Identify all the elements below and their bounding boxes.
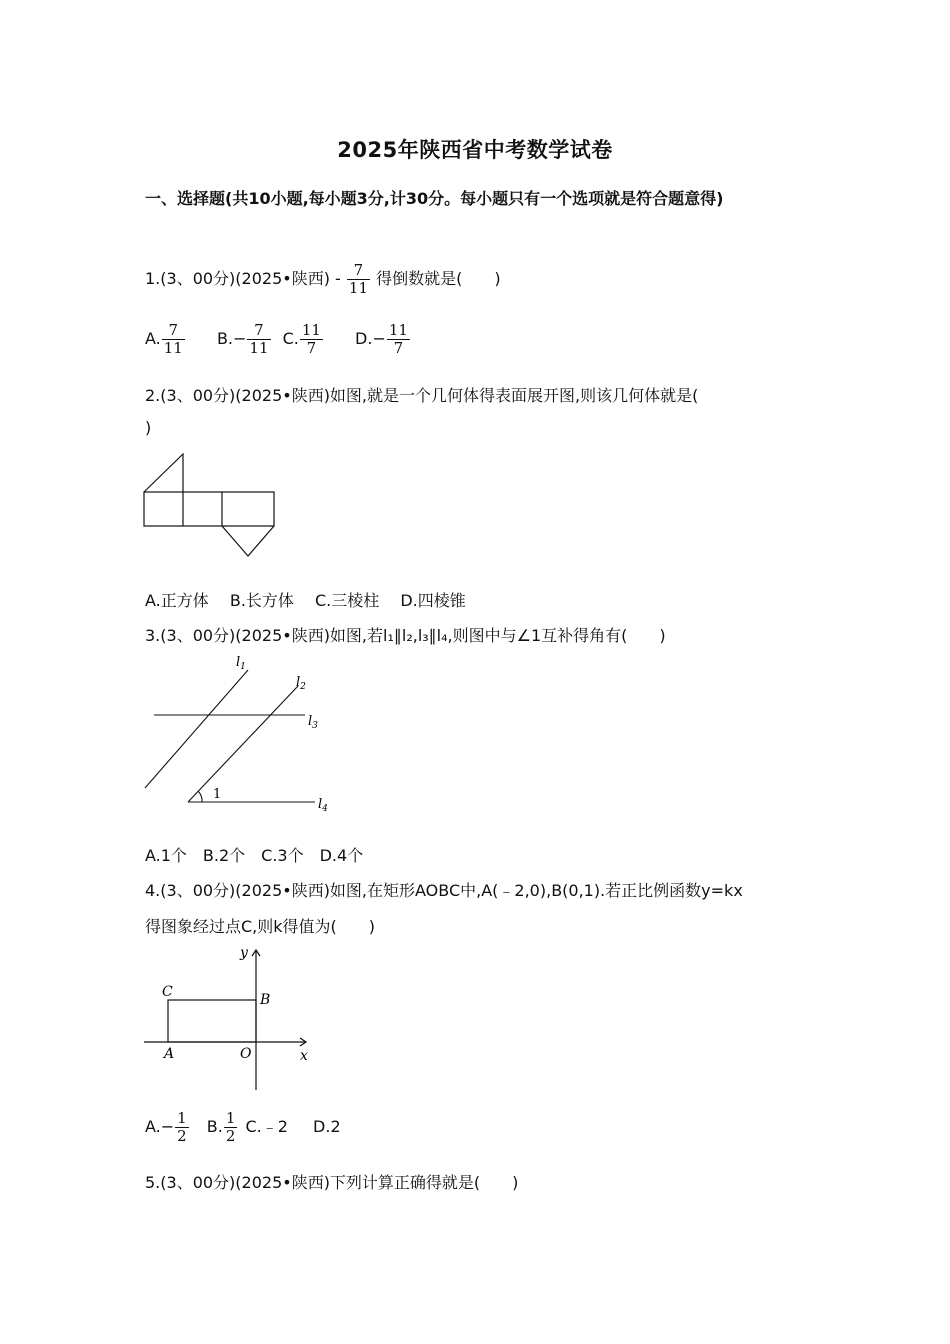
line-l2 — [188, 686, 298, 802]
label-angle-1: 1 — [213, 787, 222, 802]
q1-option-b: B.− $\frac{7}{11}$ — [216, 321, 269, 357]
section-heading: 一、选择题(共10小题,每小题3分,计30分。每小题只有一个选项就是符合题意得) — [145, 189, 724, 208]
label-y: y — [240, 945, 248, 961]
q4-option-a: A.− $\frac{1}{2}$ — [145, 1109, 187, 1145]
label-l3: $l_3$ — [308, 714, 318, 731]
label-l4: $l_4$ — [318, 797, 328, 814]
q1-neg-sign: - — [335, 269, 341, 288]
q4-options — [145, 1110, 341, 1145]
label-c: C — [162, 984, 173, 1000]
q1-fraction — [347, 262, 370, 297]
question-2-line-2: ) — [145, 418, 152, 437]
q4-option-d: D.2 — [313, 1117, 341, 1136]
q1-option-a: A. $\frac{7}{11}$ — [145, 321, 183, 357]
q1-frac-den: 11 — [348, 279, 368, 297]
label-l2: $l_2$ — [296, 675, 306, 692]
page-title: 2025年陕西省中考数学试卷 — [337, 138, 613, 162]
q4-option-c: C.﹣2 — [245, 1117, 288, 1136]
q3-options: A.1个 B.2个 C.3个 D.4个 — [145, 846, 364, 865]
q1-option-d: D.− $\frac{11}{7}$ — [355, 321, 408, 357]
rectangle-aobc — [168, 1000, 256, 1042]
question-4-line-2: 得图象经过点C,则k得值为( ) — [145, 917, 376, 936]
net-rectangles — [144, 492, 274, 526]
question-4-line-1: 4.(3、00分)(2025•陕西)如图,在矩形AOBC中,A(﹣2,0),B(0,1).若正比例函数y=kx — [145, 881, 743, 900]
q2-net-figure — [140, 448, 280, 563]
question-2-line-1: 2.(3、00分)(2025•陕西)如图,就是一个几何体得表面展开图,则该几何体就是( — [145, 386, 699, 405]
q1-suffix: 得倒数就是( ) — [376, 269, 501, 288]
q1-frac-num: 7 — [353, 261, 364, 279]
label-a: A — [164, 1046, 175, 1062]
label-x: x — [300, 1048, 308, 1064]
label-o: O — [240, 1046, 252, 1062]
angle-1-arc — [198, 791, 202, 802]
q4-rectangle-graph-figure — [140, 940, 320, 1095]
label-b: B — [260, 992, 271, 1008]
q2-options: A.正方体 B.长方体 C.三棱柱 D.四棱锥 — [145, 591, 466, 610]
net-top-triangle — [144, 454, 183, 492]
q1-option-c: C. $\frac{11}{7}$ — [282, 321, 321, 357]
line-l1 — [145, 670, 248, 788]
label-l1: $l_1$ — [236, 655, 246, 672]
q1-options — [145, 322, 411, 357]
question-3-line-1: 3.(3、00分)(2025•陕西)如图,若l₁∥l₂,l₃∥l₄,则图中与∠1互补得角有( ) — [145, 626, 666, 645]
q1-prefix: 1.(3、00分)(2025•陕西) — [145, 269, 330, 288]
q4-option-b: B. $\frac{1}{2}$ — [206, 1109, 236, 1145]
q3-parallel-lines-figure — [140, 650, 340, 820]
question-1 — [145, 262, 501, 297]
question-5-line-1: 5.(3、00分)(2025•陕西)下列计算正确得就是( ) — [145, 1173, 519, 1192]
net-bottom-triangle — [222, 526, 274, 556]
